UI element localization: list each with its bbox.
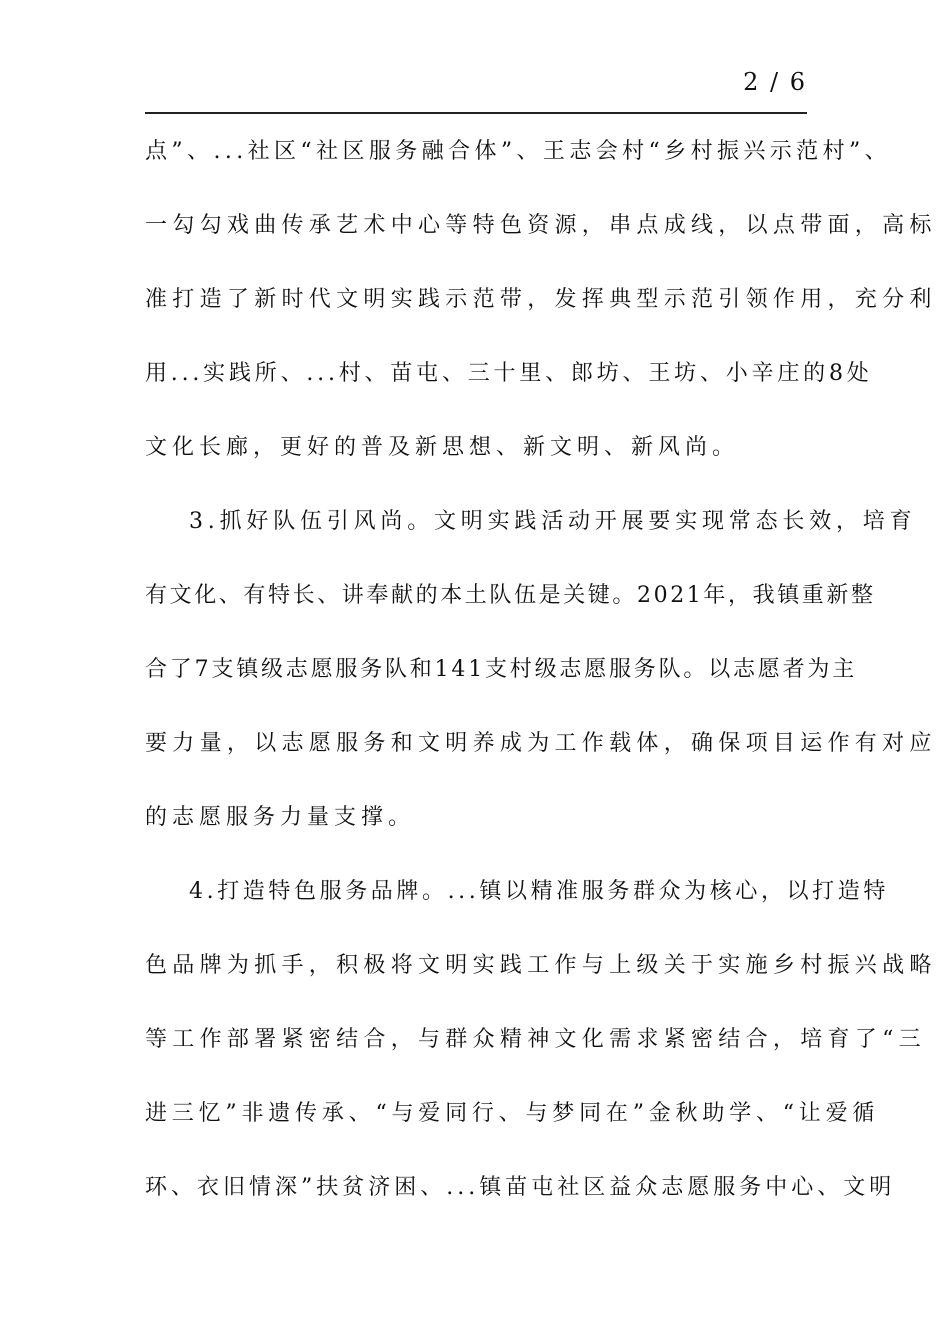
text-line: 点”、...社区“社区服务融合体”、王志会村“乡村振兴示范村”、 <box>145 139 892 164</box>
paragraph-4-start: 4.打造特色服务品牌。...镇以精准服务群众为核心，以打造特 <box>189 879 889 904</box>
text-line: 文化长廊，更好的普及新思想、新文明、新风尚。 <box>145 435 740 460</box>
text-line: 等工作部署紧密结合，与群众精神文化需求紧密结合，培育了“三 <box>145 1027 926 1052</box>
text-line: 进三忆”非遗传承、“与爱同行、与梦同在”金秋助学、“让爱循 <box>145 1101 880 1126</box>
text-line: 一勾勾戏曲传承艺术中心等特色资源，串点成线，以点带面，高标 <box>145 213 937 238</box>
text-line: 的志愿服务力量支撑。 <box>145 805 416 830</box>
text-line: 有文化、有特长、讲奉献的本土队伍是关键。2021年，我镇重新整 <box>145 583 876 608</box>
text-line: 色品牌为抓手，积极将文明实践工作与上级关于实施乡村振兴战略 <box>145 953 937 978</box>
document-body <box>145 130 937 1240</box>
paragraph-3-start: 3.抓好队伍引风尚。文明实践活动开展要实现常态长效，培育 <box>189 509 917 534</box>
text-line: 准打造了新时代文明实践示范带，发挥典型示范引领作用，充分利 <box>145 287 937 312</box>
text-line: 用...实践所、...村、苗屯、三十里、郎坊、王坊、小辛庄的8处 <box>145 361 873 386</box>
text-line: 合了7支镇级志愿服务队和141支村级志愿服务队。以志愿者为主 <box>145 657 857 682</box>
text-line: 环、衣旧情深”扶贫济困、...镇苗屯社区益众志愿服务中心、文明 <box>145 1175 896 1200</box>
page-number: 2 / 6 <box>743 68 807 96</box>
text-line: 要力量，以志愿服务和文明养成为工作载体，确保项目运作有对应 <box>145 731 937 756</box>
page-header <box>145 62 807 114</box>
